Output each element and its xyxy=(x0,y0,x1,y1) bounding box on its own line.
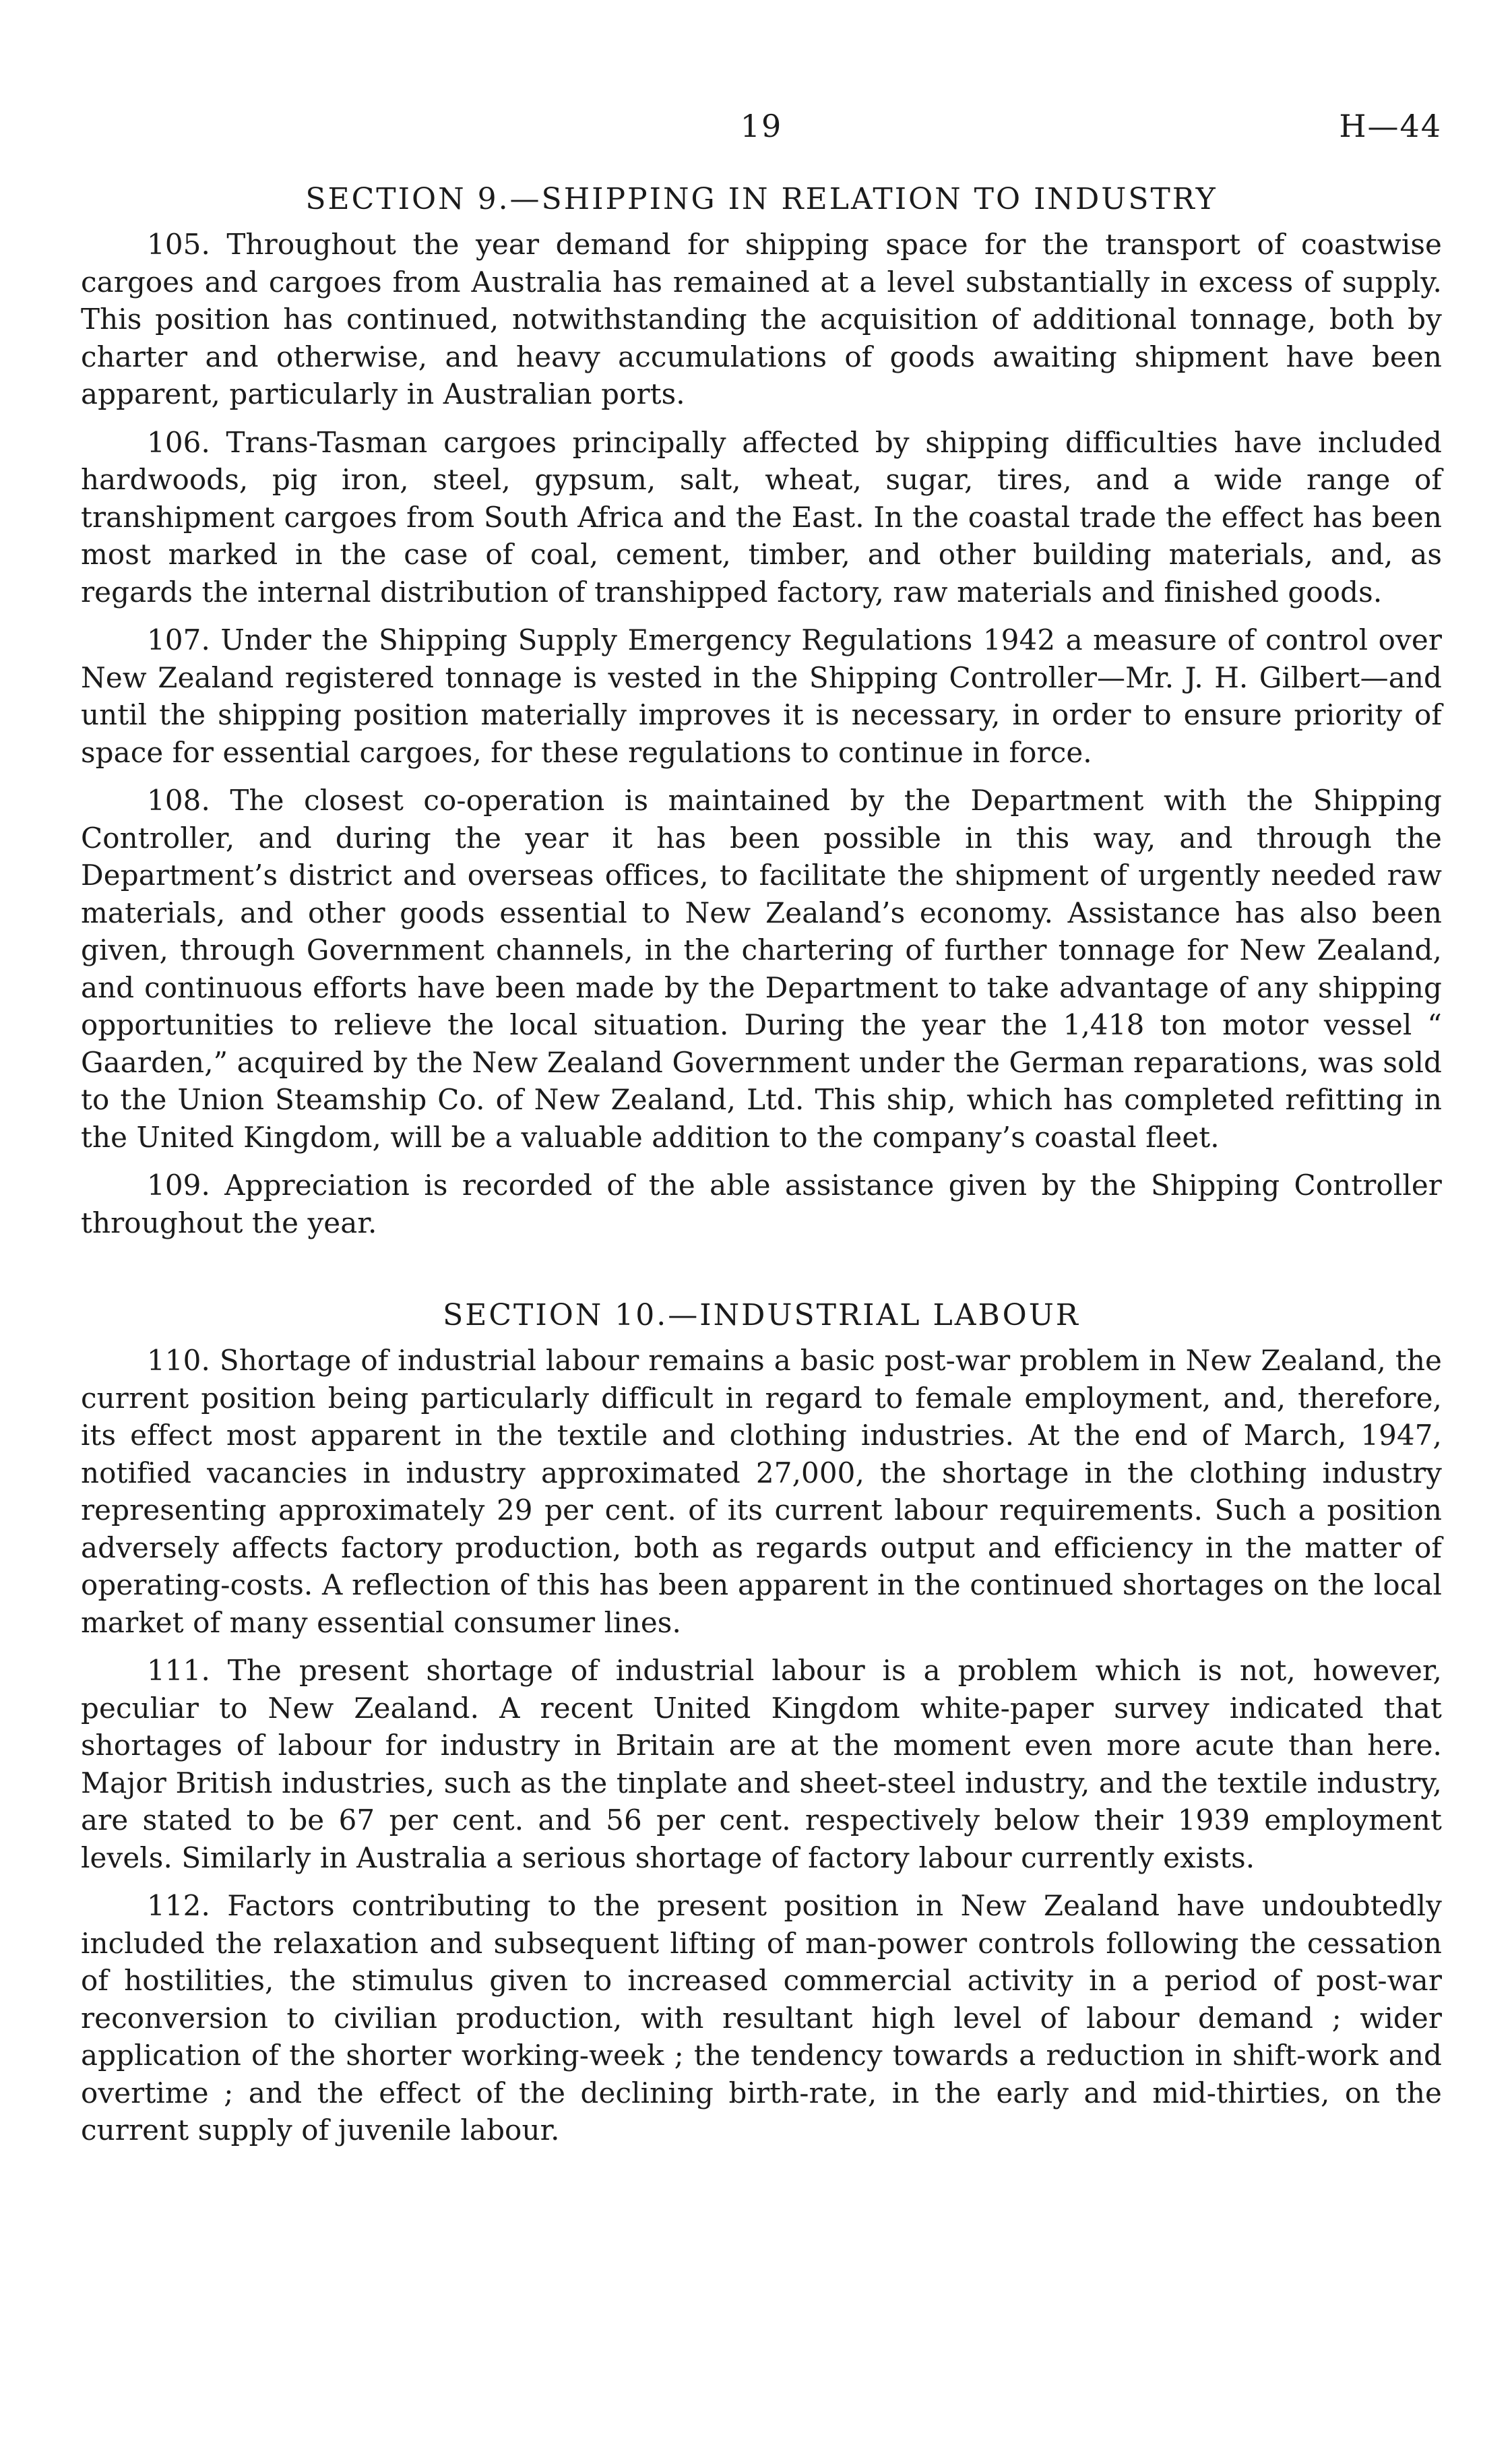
section-10-heading: SECTION 10.—INDUSTRIAL LABOUR xyxy=(443,1298,1080,1332)
page-number: 19 xyxy=(740,108,783,144)
paragraph-108: 108. The closest co-operation is maintained by the Department with the Shipping Controller, and during the year it has been possible in this way, and through the Department’s district and overseas offices, to facilitate the shipment of urgently needed raw materials, and other goods essential to New Zealand’s economy. Assistance has also been given, through Government channels, in the chartering of further tonnage for New Zealand, and continuous efforts have been made by the Department to take advantage of any shipping opportunities to relieve the local situation. During the year the 1,418 ton motor vessel “ Gaarden,” acquired by the New Zealand Government under the German reparations, was sold to the Union Steamship Co. of New Zealand, Ltd. This ship, which has completed refitting in the United Kingdom, will be a valuable addition to the company’s coastal fleet. xyxy=(81,784,1442,1154)
paragraph-107: 107. Under the Shipping Supply Emergency Regulations 1942 a measure of control over New Zealand registered tonnage is vested in the Shipping Controller—Mr. J. H. Gilbert—and until the shipping position materially improves it is necessary, in order to ensure priority of space for essential cargoes, for these regulations to continue in force. xyxy=(81,623,1442,769)
paragraph-110: 110. Shortage of industrial labour remains a basic post-war problem in New Zealand, the current position being particularly difficult in regard to female employment, and, therefore, its effect most apparent in the textile and clothing industries. At the end of March, 1947, notified vacancies in industry approximated 27,000, the shortage in the clothing industry representing approximately 29 per cent. of its current labour requirements. Such a position adversely affects factory production, both as regards output and efficiency in the matter of operating-costs. A reflection of this has been apparent in the continued shortages on the local market of many essential consumer lines. xyxy=(81,1344,1442,1639)
page-header xyxy=(81,108,1442,182)
paragraph-112: 112. Factors contributing to the present position in New Zealand have undoubtedly included the relaxation and subsequent lifting of man-power controls following the cessation of hostilities, the stimulus given to increased commercial activity in a period of post-war reconversion to civilian production, with resultant high level of labour demand ; wider application of the shorter working-week ; the tendency towards a reduction in shift-work and overtime ; and the effect of the declining birth-rate, in the early and mid-thirties, on the current supply of juvenile labour. xyxy=(81,1889,1442,2147)
paragraph-111: 111. The present shortage of industrial labour is a problem which is not, however, peculiar to New Zealand. A recent United Kingdom white-paper survey indicated that shortages of labour for industry in Britain are at the moment even more acute than here. Major British industries, such as the tinplate and sheet-steel industry, and the textile industry, are stated to be 67 per cent. and 56 per cent. respectively below their 1939 employment levels. Similarly in Australia a serious shortage of factory labour currently exists. xyxy=(81,1654,1442,1874)
paragraph-105: 105. Throughout the year demand for shipping space for the transport of coastwise cargoes and cargoes from Australia has remained at a level substantially in excess of supply. This position has continued, notwithstanding the acquisition of additional tonnage, both by charter and otherwise, and heavy accumulations of goods awaiting shipment have been apparent, particularly in Australian ports. xyxy=(81,228,1442,410)
paragraph-106: 106. Trans-Tasman cargoes principally affected by shipping difficulties have included hardwoods, pig iron, steel, gypsum, salt, wheat, sugar, tires, and a wide range of transhipment cargoes from South Africa and the East. In the coastal trade the effect has been most marked in the case of coal, cement, timber, and other building materials, and, as regards the internal distribution of transhipped factory, raw materials and finished goods. xyxy=(81,425,1442,609)
document-page xyxy=(81,108,1442,2160)
section-9-heading: SECTION 9.—SHIPPING IN RELATION TO INDUSTRY xyxy=(305,182,1218,216)
paragraph-109: 109. Appreciation is recorded of the able assistance given by the Shipping Controller throughout the year. xyxy=(81,1169,1442,1239)
document-reference: H—44 xyxy=(1339,108,1442,144)
